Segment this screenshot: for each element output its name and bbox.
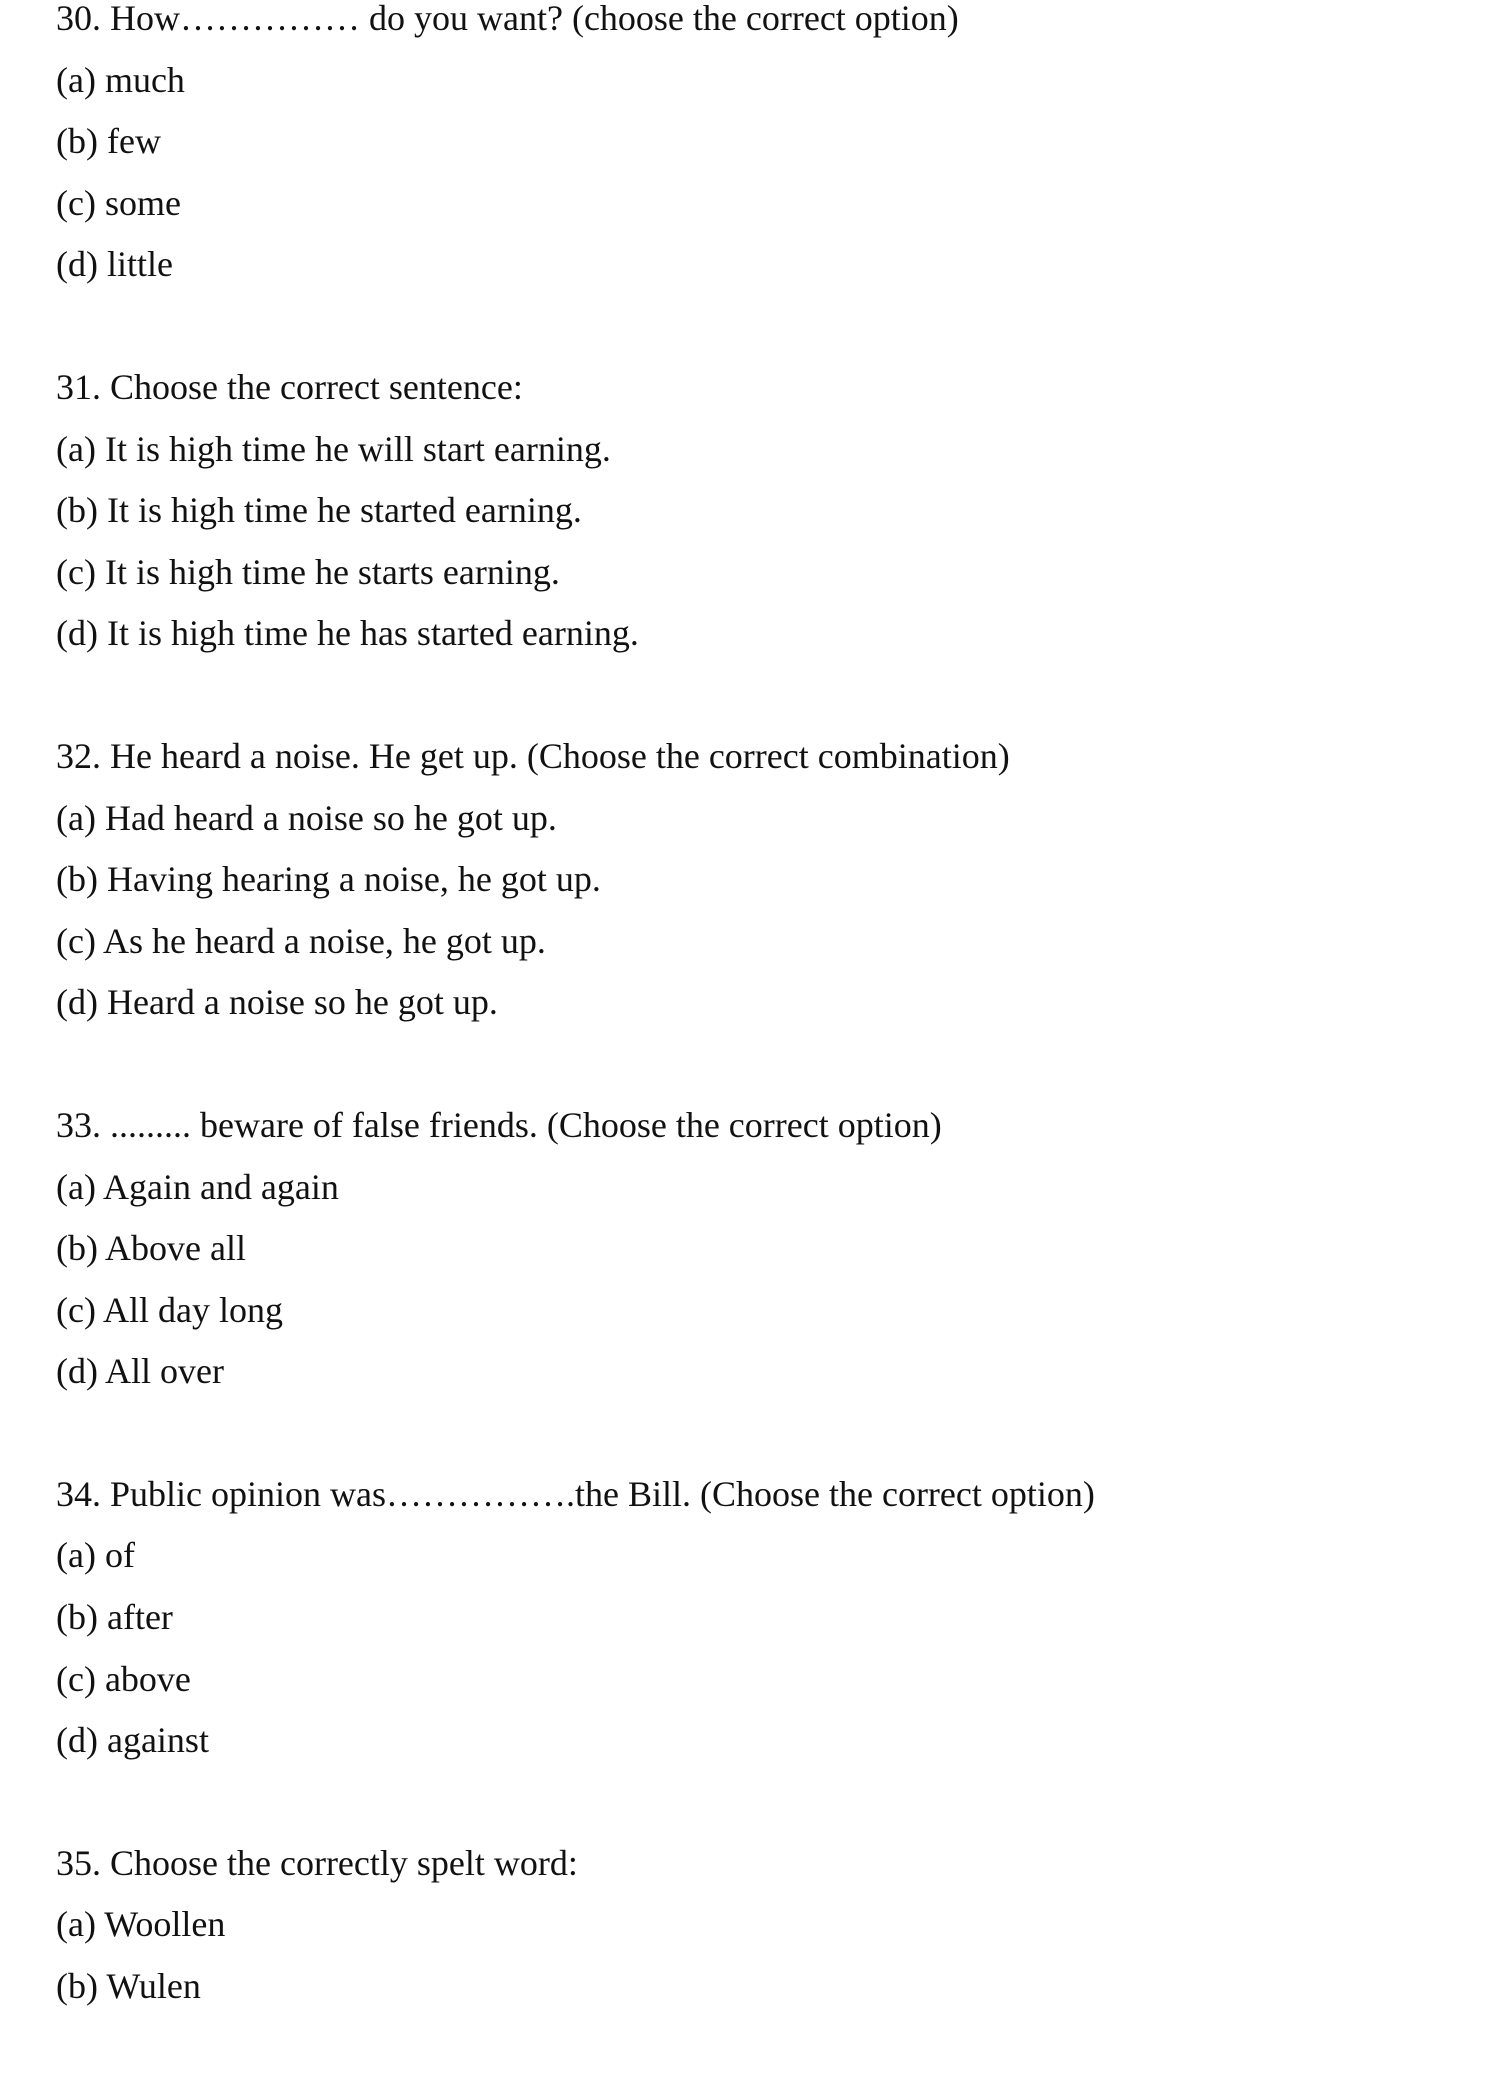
option-a: (a) It is high time he will start earning. [56, 428, 611, 469]
question-stem: 32. He heard a noise. He get up. (Choose the correct combination) [56, 735, 1010, 776]
question-stem: 30. How…………… do you want? (choose the correct option) [56, 0, 959, 38]
question-stem: 35. Choose the correctly spelt word: [56, 1842, 578, 1883]
question-32 [56, 726, 1476, 1034]
question-stem: 33. ......... beware of false friends. (Choose the correct option) [56, 1104, 942, 1145]
document-page [56, 0, 1476, 2079]
option-a: (a) much [56, 59, 185, 100]
option-d: (d) It is high time he has started earning. [56, 613, 639, 654]
question-34 [56, 1464, 1476, 1772]
question-31 [56, 357, 1476, 665]
option-b: (b) Wulen [56, 1966, 201, 2007]
question-33 [56, 1095, 1476, 1403]
question-stem: 31. Choose the correct sentence: [56, 366, 523, 407]
option-c: (c) some [56, 182, 181, 223]
option-a: (a) of [56, 1535, 135, 1576]
option-a: (a) Woollen [56, 1904, 226, 1945]
option-d: (d) All over [56, 1351, 224, 1392]
option-b: (b) after [56, 1597, 173, 1638]
question-35 [56, 1833, 1476, 2018]
question-stem: 34. Public opinion was…………….the Bill. (Choose the correct option) [56, 1473, 1095, 1514]
option-c: (c) All day long [56, 1289, 283, 1330]
option-b: (b) few [56, 121, 161, 162]
option-a: (a) Again and again [56, 1166, 339, 1207]
option-b: (b) It is high time he started earning. [56, 490, 582, 531]
option-a: (a) Had heard a noise so he got up. [56, 797, 557, 838]
question-30 [56, 0, 1476, 296]
option-d: (d) against [56, 1720, 209, 1761]
option-b: (b) Having hearing a noise, he got up. [56, 859, 601, 900]
option-c: (c) above [56, 1658, 191, 1699]
option-d: (d) little [56, 244, 173, 285]
option-c: (c) It is high time he starts earning. [56, 551, 560, 592]
option-d: (d) Heard a noise so he got up. [56, 982, 498, 1023]
option-c: (c) As he heard a noise, he got up. [56, 920, 546, 961]
option-b: (b) Above all [56, 1228, 246, 1269]
